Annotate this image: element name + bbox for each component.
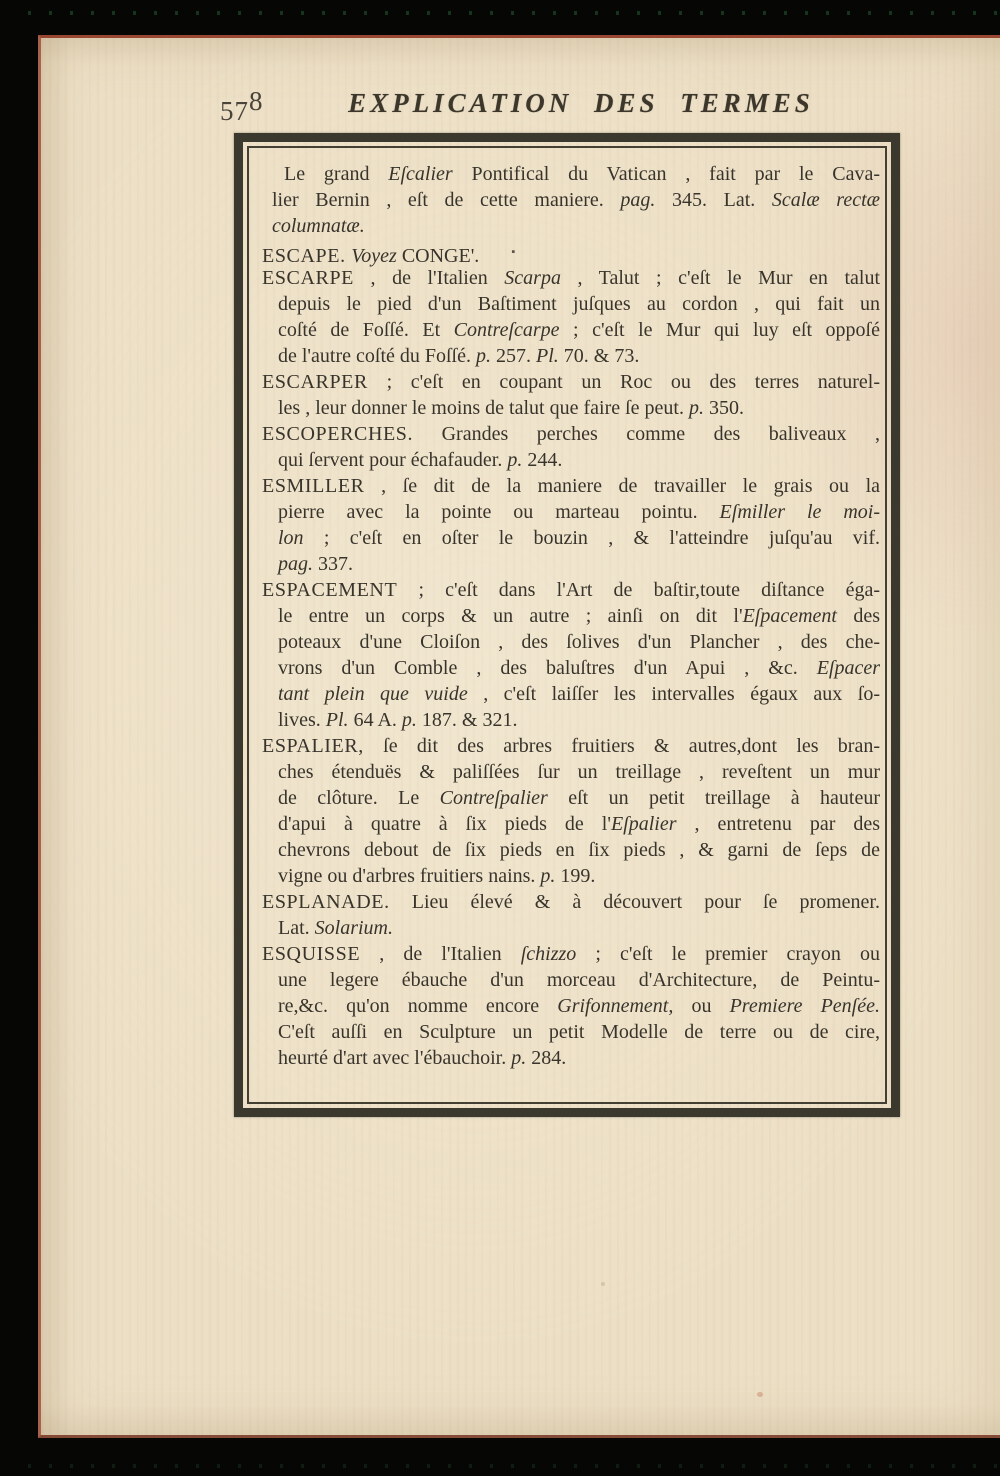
italic-segment: Premiere Penſée. [729,995,880,1017]
text-line [272,187,880,213]
text-segment: , de l'Italien [360,943,521,965]
text-segment: 284. [526,1047,567,1069]
text-segment: 70. & 73. [558,345,640,367]
text-line [262,239,880,265]
italic-segment: Grifonnement, [557,995,674,1017]
text-segment: , ſe dit de la maniere de travailler le grais ou la [364,475,880,497]
italic-segment: p. [507,449,523,471]
text-segment: 345. Lat. [655,189,772,211]
text-line [278,837,880,863]
italic-segment: Pl. [536,345,559,367]
text-line [278,499,880,525]
text-line [278,655,880,681]
text-line [262,421,880,447]
text-line [278,967,880,993]
entry-headword: ESMILLER [262,475,365,497]
italic-segment: ſchizzo [520,943,577,965]
text-line [272,213,880,239]
text-line [262,577,880,603]
running-title: EXPLICATION DES TERMES [348,88,814,118]
entry-headword: ESCARPER [262,371,368,393]
text-segment: Lieu élevé & à découvert pour ſe promener. [389,891,880,913]
text-segment: re,&c. qu'on nomme encore [278,995,558,1017]
text-line [278,681,880,707]
text-segment: 199. [555,865,596,887]
text-line [278,603,880,629]
paper-speck [601,1282,605,1286]
text-segment: 350. [703,397,744,419]
binding-stitch-dots-top [28,11,1000,15]
text-segment: eſt un petit treillage à hauteur [547,787,881,809]
italic-segment: pag. [278,553,313,575]
italic-segment: Solarium. [314,917,393,939]
text-segment: heurté d'art avec l'ébauchoir. [278,1047,512,1069]
italic-segment: lon [278,527,304,549]
text-segment: de l'autre coſté du Foſſé. [278,345,476,367]
text-segment: , Talut ; c'eſt le Mur en talut [560,267,881,289]
text-segment: lier Bernin , eſt de cette maniere. [272,189,621,211]
text-line [278,629,880,655]
italic-segment: Eſmiller le moi- [719,501,880,523]
text-segment: , c'eſt laiſſer les intervalles égaux aux ſo- [467,683,880,705]
text-segment: 244. [522,449,563,471]
page-number-low: 57 [220,96,249,126]
text-segment: qui ſervent pour échafauder. [278,449,508,471]
italic-segment: columnatæ. [272,215,365,237]
text-segment: 257. [491,345,536,367]
text-segment: d'apui à quatre à ſix pieds de l' [278,813,611,835]
page-number [220,86,264,126]
text-segment: , de l'Italien [354,267,505,289]
text-line [278,863,880,889]
text-line [278,317,880,343]
text-segment: 337. [313,553,353,575]
entry-headword: ESCAPE. [262,245,352,267]
text-line [262,265,880,291]
entry-headword: ESCARPE [262,267,355,289]
text-segment: ; c'eſt le Mur qui luy eſt oppoſé [559,319,880,341]
text-segment: une legere ébauche d'un morceau d'Architecture, de Peintu- [278,969,880,991]
binding-stitch-dots-bottom [28,1464,1000,1468]
text-line [278,993,880,1019]
italic-segment: p. [511,1047,527,1069]
text-segment: ſe dit des arbres fruitiers & autres,dont les bran- [363,735,880,757]
italic-segment: p. [688,397,704,419]
text-line [278,915,880,941]
text-line [278,785,880,811]
text-segment: Grandes perches comme des baliveaux , [413,423,880,445]
text-segment: C'eſt auſſi en Sculpture un petit Modelle de terre ou de cire, [278,1021,880,1043]
italic-segment: Voyez [351,245,397,267]
text-segment: CONGE'. [396,245,480,267]
italic-segment: Eſpacer [816,657,880,679]
text-line [262,733,880,759]
text-line [278,707,880,733]
text-segment: les , leur donner le moins de talut que faire ſe peut. [278,397,689,419]
text-segment: ou [673,995,730,1017]
text-segment: ; c'eſt en coupant un Roc ou des terres naturel- [367,371,880,393]
text-line [278,759,880,785]
text-line [278,395,880,421]
text-segment: Le grand [284,163,389,185]
text-segment: 64 A. [348,709,402,731]
italic-segment: Pl. [325,709,349,731]
entry-headword: ESPLANADE. [262,891,390,913]
text-segment: coſté de Foſſé. Et [278,319,454,341]
text-line [278,447,880,473]
italic-segment: Eſcalier [388,163,453,185]
italic-segment: p. [476,345,491,367]
text-line [278,291,880,317]
text-segment: chevrons debout de ſix pieds en ſix pieds , & garni de ſeps de [278,839,880,861]
text-frame-border [234,133,900,1117]
text-line [278,525,880,551]
text-line [262,941,880,967]
italic-segment: Contreſpalier [439,787,548,809]
text-segment: de clôture. Le [278,787,440,809]
text-segment: lives. [278,709,326,731]
paper-speck [757,1392,763,1397]
entry-headword: ESQUISSE [262,943,361,965]
italic-segment: pag. [620,189,656,211]
text-line [278,1045,880,1071]
text-segment: 187. & 321. [416,709,518,731]
text-segment: , entretenu par des [676,813,880,835]
text-segment: le entre un corps & un autre ; ainſi on dit l' [278,605,743,627]
text-line [262,889,880,915]
text-segment: pierre avec la pointe ou marteau pointu. [278,501,720,523]
text-frame-inner-rule [247,146,887,1104]
text-block [262,161,880,1102]
entry-headword: ESPACEMENT [262,579,398,601]
running-header [220,86,900,130]
text-segment: poteaux d'une Cloiſon , des ſolives d'un Plancher , des che- [278,631,880,653]
text-line [278,343,880,369]
text-segment: depuis le pied d'un Baſtiment juſques au cordon , qui fait un [278,293,880,315]
text-line [262,369,880,395]
text-line [278,551,880,577]
italic-segment: Scarpa [504,267,561,289]
text-segment: ches étenduës & paliſſées ſur un treillage , reveſtent un mur [278,761,880,783]
text-line [278,811,880,837]
text-line [284,161,880,187]
text-segment: Lat. [278,917,315,939]
text-segment: ; c'eſt le premier crayon ou [576,943,880,965]
text-segment: vigne ou d'arbres fruitiers nains. [278,865,541,887]
italic-segment: p. [540,865,556,887]
italic-segment: Eſpalier [610,813,677,835]
text-segment: des [836,605,880,627]
italic-segment: tant plein que vuide [278,683,468,705]
entry-headword: ESCOPERCHES. [262,423,414,445]
italic-segment: p. [401,709,417,731]
text-segment: ; c'eſt en oſter le bouzin , & l'atteindre juſqu'au vif. [303,527,880,549]
italic-segment: Contreſcarpe [453,319,560,341]
text-line [278,1019,880,1045]
italic-segment: Scalæ rectæ [771,189,880,211]
italic-segment: Eſpacement [742,605,837,627]
entry-headword: ESPALIER, [262,735,364,757]
page-number-high: 8 [249,86,264,116]
text-segment: ; c'eſt dans l'Art de baſtir,toute diſtance éga- [397,579,880,601]
printers-mark: ▪ [511,246,516,258]
text-line [262,473,880,499]
text-segment: Pontifical du Vatican , fait par le Cava- [452,163,880,185]
text-segment: vrons d'un Comble , des baluſtres d'un Apui , &c. [278,657,817,679]
